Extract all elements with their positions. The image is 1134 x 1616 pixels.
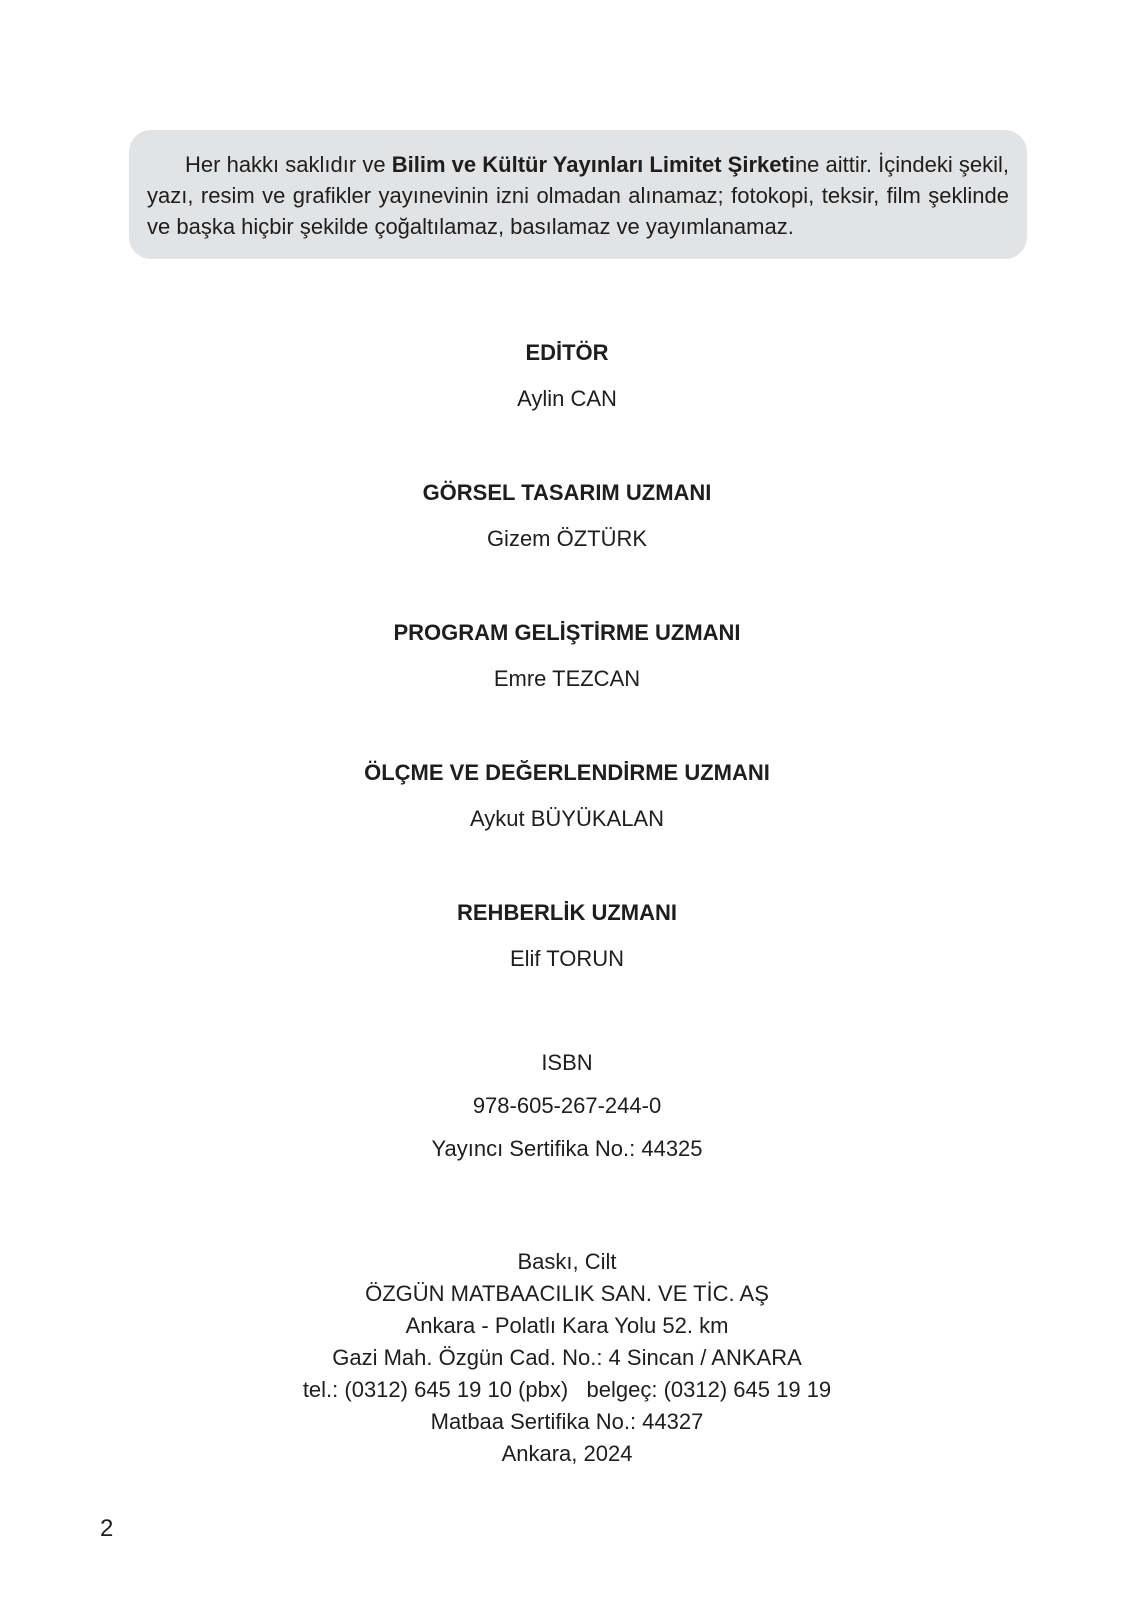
copyright-notice xyxy=(129,130,1027,259)
printer-phone: tel.: (0312) 645 19 10 (pbx) belgeç: (0312) 645 19 19 xyxy=(302,1377,832,1402)
credit-visual-design xyxy=(0,475,1134,557)
credit-title: PROGRAM GELİŞTİRME UZMANI xyxy=(393,620,741,645)
print-line: Baskı, Cilt xyxy=(517,1249,617,1274)
credits-list xyxy=(0,335,1134,977)
copyright-text-end: ne aittir. İçindeki şekil, yazı, resim ve grafikler yayınevinin izni olmadan alınamaz; fotokopi, teksir, film şeklinde ve başka hiçbir şekilde çoğaltılamaz, basılamaz ve yayımlanamaz. xyxy=(147,152,1010,239)
isbn-block xyxy=(0,1047,1134,1176)
copyright-text xyxy=(147,149,1009,242)
isbn-label: ISBN xyxy=(541,1050,593,1075)
printing-info xyxy=(0,1246,1134,1470)
isbn-number: 978-605-267-244-0 xyxy=(472,1093,662,1118)
credit-name: Gizem ÖZTÜRK xyxy=(486,526,648,551)
page-number: 2 xyxy=(100,1515,114,1542)
credit-name: Aykut BÜYÜKALAN xyxy=(469,806,664,831)
credit-title: GÖRSEL TASARIM UZMANI xyxy=(422,480,712,505)
credit-assessment xyxy=(0,755,1134,837)
publisher-name: Bilim ve Kültür Yayınları Limitet Şirketi xyxy=(391,152,795,177)
credit-guidance xyxy=(0,895,1134,977)
copyright-text-start: Her hakkı saklıdır ve xyxy=(185,152,392,177)
credit-name: Elif TORUN xyxy=(509,946,625,971)
credit-editor xyxy=(0,335,1134,417)
credit-program-development xyxy=(0,615,1134,697)
printer-address-district: Gazi Mah. Özgün Cad. No.: 4 Sincan / ANKARA xyxy=(332,1345,802,1370)
credit-title: REHBERLİK UZMANI xyxy=(457,900,677,925)
publisher-certificate: Yayıncı Sertifika No.: 44325 xyxy=(431,1136,703,1161)
credit-title: EDİTÖR xyxy=(525,340,609,365)
printer-certificate: Matbaa Sertifika No.: 44327 xyxy=(430,1409,704,1434)
credit-title: ÖLÇME VE DEĞERLENDİRME UZMANI xyxy=(364,760,770,785)
credit-name: Emre TEZCAN xyxy=(493,666,641,691)
credit-name: Aylin CAN xyxy=(517,386,617,411)
printer-name: ÖZGÜN MATBAACILIK SAN. VE TİC. AŞ xyxy=(365,1281,769,1306)
print-place-date: Ankara, 2024 xyxy=(501,1441,633,1466)
printer-address-road: Ankara - Polatlı Kara Yolu 52. km xyxy=(405,1313,729,1338)
